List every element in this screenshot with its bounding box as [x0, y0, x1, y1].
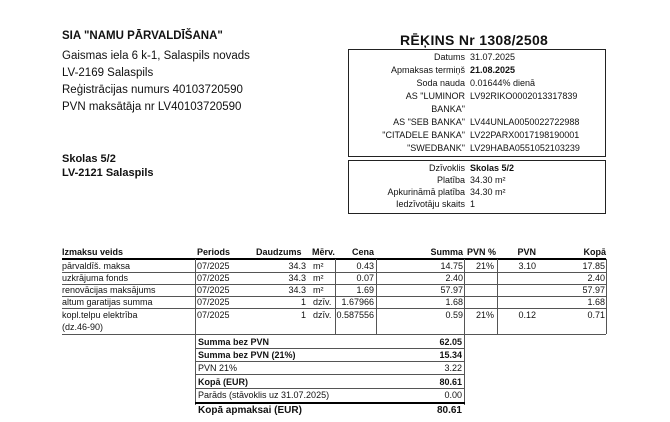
- col-period-header: Periods: [197, 247, 231, 257]
- subtotal-label: Summa bez PVN: [198, 337, 270, 347]
- col-vatp-header: PVN %: [466, 247, 496, 257]
- due-label: Apmaksas termiņš: [390, 65, 465, 75]
- bank-luminor-account: LV92RIKO0002013317839: [470, 91, 578, 101]
- row-qty: 34.3: [288, 261, 306, 271]
- row-sum: 57.97: [440, 285, 463, 295]
- seller-name: SIA "NAMU PĀRVALDĪŠANA": [62, 30, 223, 42]
- bank-seb-label: AS "SEB BANKA": [393, 117, 465, 127]
- row-total: 0.71: [587, 310, 605, 320]
- row-type: renovācijas maksājums: [62, 285, 156, 295]
- summary-divider: [195, 402, 465, 404]
- row-period: 07/2025: [197, 273, 230, 283]
- date-value: 31.07.2025: [470, 52, 516, 62]
- col-divider: [606, 259, 607, 334]
- row-vat: 3.10: [518, 261, 536, 271]
- col-qty-header: Daudzums: [256, 247, 302, 257]
- row-period: 07/2025: [197, 310, 230, 320]
- table-bottom-rule: [62, 334, 606, 335]
- col-type-header: Izmaksu veids: [62, 247, 124, 257]
- row-price: 1.69: [356, 285, 374, 295]
- row-price: 0.07: [356, 273, 374, 283]
- summary-divider: [195, 388, 465, 389]
- amount-due-label: Kopā apmaksai (EUR): [198, 405, 302, 416]
- seller-address: Gaismas iela 6 k-1, Salaspils novads: [62, 50, 250, 62]
- summary-left-border: [195, 335, 196, 405]
- col-vat-header: PVN: [517, 247, 536, 257]
- heated-area-label: Apkurināmā platība: [387, 187, 465, 197]
- row-unit: dzīv.: [313, 310, 332, 320]
- seller-city: LV-2169 Salaspils: [62, 67, 154, 79]
- bank-citadele-label: "CITADELE BANKA": [382, 130, 465, 140]
- seller-reg-number: Reģistrācijas numurs 40103720590: [62, 84, 243, 96]
- row-qty: 1: [300, 297, 306, 307]
- row-qty: 34.3: [288, 285, 306, 295]
- row-period: 07/2025: [197, 297, 230, 307]
- invoice-info-box: [348, 49, 606, 157]
- col-unit-header: Mērv.: [312, 247, 335, 257]
- customer-city: LV-2121 Salaspils: [62, 167, 154, 179]
- date-label: Datums: [433, 52, 465, 62]
- row-type: altum garatijas summa: [62, 297, 153, 307]
- row-vatp: 21%: [475, 310, 494, 320]
- row-vat: 0.12: [518, 310, 536, 320]
- row-period: 07/2025: [197, 285, 230, 295]
- bank-swedbank-account: LV29HABA0551052103239: [470, 143, 580, 153]
- row-sum: 14.75: [440, 261, 463, 271]
- seller-vat-number: PVN maksātāja nr LV40103720590: [62, 101, 242, 113]
- total-label: Kopā (EUR): [198, 377, 248, 387]
- row-unit: m²: [313, 261, 324, 271]
- summary-right-border: [464, 335, 465, 405]
- row-type-note: (dz.46-90): [62, 322, 104, 332]
- penalty-value: 0.01644% dienā: [470, 78, 536, 88]
- total-value: 80.61: [439, 377, 462, 387]
- bank-swedbank-label: "SWEDBANK": [407, 143, 465, 153]
- row-qty: 1: [300, 310, 306, 320]
- row-price: 0.43: [356, 261, 374, 271]
- invoice-title: RĒĶINS Nr 1308/2508: [400, 32, 549, 48]
- row-total: 1.68: [587, 297, 605, 307]
- row-type: uzkrājuma fonds: [62, 273, 129, 283]
- row-type: pārvaldīš. maksa: [62, 261, 131, 271]
- row-sum: 0.59: [445, 310, 463, 320]
- row-total: 2.40: [587, 273, 605, 283]
- row-qty: 34.3: [288, 273, 306, 283]
- dwelling-label: Dzīvoklis: [428, 163, 465, 173]
- bank-luminor-label-2: BANKA": [431, 104, 465, 114]
- bank-seb-account: LV44UNLA0050022722988: [470, 117, 580, 127]
- penalty-label: Soda nauda: [416, 78, 465, 88]
- subtotal-vat21-value: 15.34: [439, 350, 462, 360]
- dwelling-info-box: [348, 160, 606, 214]
- row-price: 1.67966: [341, 297, 374, 307]
- col-price-header: Cena: [351, 247, 374, 257]
- amount-due-value: 80.61: [436, 405, 462, 416]
- row-sum: 1.68: [445, 297, 463, 307]
- row-unit: m²: [313, 285, 324, 295]
- due-value: 21.08.2025: [470, 65, 516, 75]
- vat-label: PVN 21%: [198, 363, 238, 373]
- row-divider: [62, 308, 606, 309]
- row-vatp: 21%: [475, 261, 494, 271]
- bank-luminor-label: AS "LUMINOR: [405, 91, 465, 101]
- summary-divider: [195, 374, 465, 375]
- dwelling-value: Skolas 5/2: [470, 163, 515, 173]
- row-period: 07/2025: [197, 261, 230, 271]
- heated-area-value: 34.30 m²: [470, 187, 506, 197]
- subtotal-value: 62.05: [439, 337, 462, 347]
- debt-value: 0.00: [444, 390, 462, 400]
- vat-value: 3.22: [444, 363, 462, 373]
- col-total-header: Kopā: [583, 247, 606, 257]
- residents-value: 1: [470, 199, 476, 209]
- bank-citadele-account: LV22PARX0017198190001: [470, 130, 580, 140]
- table-header-rule: [62, 258, 606, 260]
- col-sum-header: Summa: [430, 247, 463, 257]
- row-type: kopl.telpu elektrība: [62, 310, 138, 320]
- debt-label: Parāds (stāvoklis uz 31.07.2025): [198, 390, 330, 400]
- summary-divider: [195, 348, 465, 349]
- row-price: 0.587556: [336, 310, 374, 320]
- row-unit: m²: [313, 273, 324, 283]
- area-label: Platība: [436, 175, 465, 185]
- row-sum: 2.40: [445, 273, 463, 283]
- row-unit: dzīv.: [313, 297, 332, 307]
- subtotal-vat21-label: Summa bez PVN (21%): [198, 350, 296, 360]
- row-total: 57.97: [582, 285, 605, 295]
- row-total: 17.85: [582, 261, 605, 271]
- area-value: 34.30 m²: [470, 175, 506, 185]
- customer-name: Skolas 5/2: [62, 153, 116, 165]
- summary-divider: [195, 361, 465, 362]
- residents-label: Iedzīvotāju skaits: [395, 199, 465, 209]
